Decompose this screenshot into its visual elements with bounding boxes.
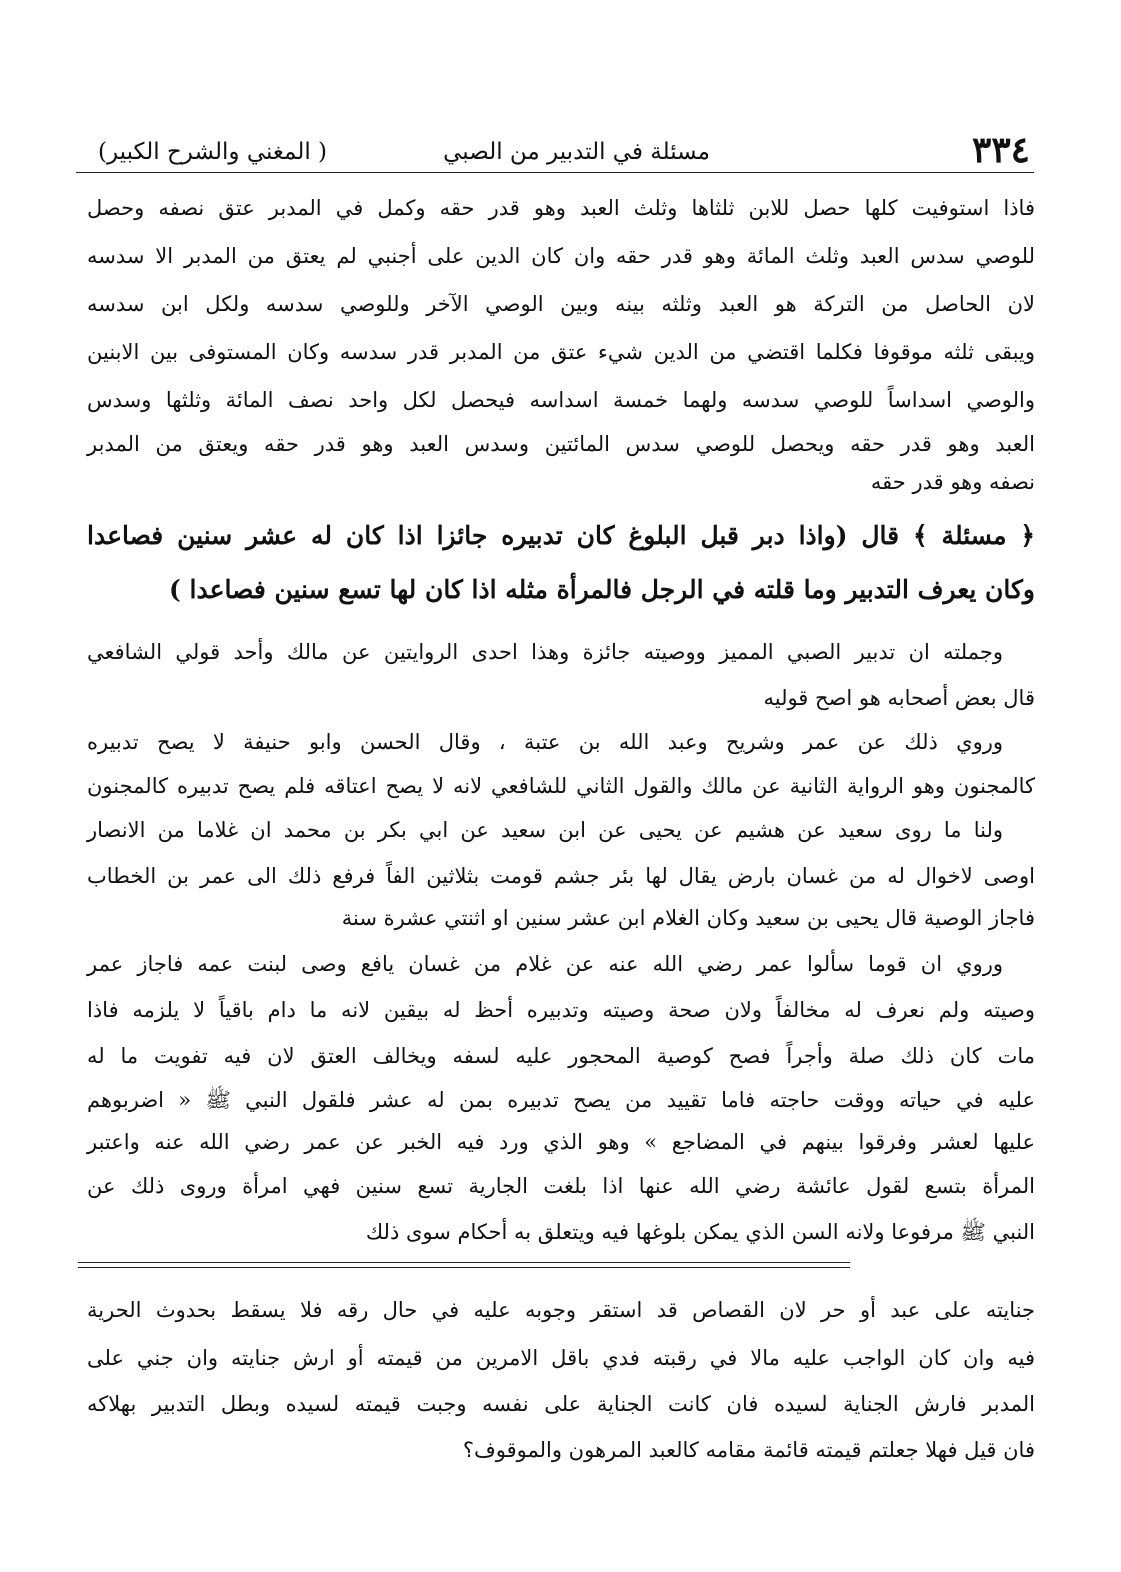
body-line: لان الحاصل من التركة هو العبد وثلثه بينه وبين الوصي الآخر وللوصي سدسه ولكل ابن سدسه (87, 292, 1035, 316)
body-line: عليه في حياته ووقت حاجته فاما تقييد من يصح تدبيره بمن له عشر فلقول النبي ﷺ « اضربوهم (87, 1088, 1035, 1112)
body-line: ويبقى ثلثه موقوفا فكلما اقتضي من الدين شيء عتق من المدبر قدر سدسه وكان المستوفى بين الابنين (87, 340, 1035, 364)
body-line: وروي ان قوما سألوا عمر رضي الله عنه عن غلام من غسان يافع وصى لبنت عمه فاجاز عمر (87, 952, 1003, 976)
body-line: وجملته ان تدبير الصبي المميز ووصيته جائزة وهذا احدى الروايتين عن مالك وأحد قولي الشافعي (87, 640, 1003, 664)
body-line: للوصي سدس العبد وثلث المائة وهو قدر حقه وان كان الدين على أجنبي لم يعتق من المدبر الا سدسه (87, 244, 1035, 268)
footnote-line: المدبر فارش الجناية لسيده فان كانت الجناية على نفسه وجبت قيمته لسيده وبطل التدبير بهلاكه (87, 1392, 1035, 1416)
footnote-line: فيه وان كان الواجب عليه مالا في رقبته فدي باقل الامرين من قيمته أو ارش جنايته وان جني على (87, 1346, 1035, 1370)
header-rule (76, 172, 1034, 173)
body-line: كالمجنون وهو الرواية الثانية عن مالك والقول الثاني للشافعي لانه لا يصح اعتاقه فلم يصح تدبيره كالمجنون (87, 774, 1035, 798)
body-line: عليها لعشر وفرقوا بينهم في المضاجع » وهو الذي ورد فيه الخبر عن عمر رضي الله عنه واعتبر (87, 1130, 1035, 1154)
masala-heading-line: وكان يعرف التدبير وما قلته في الرجل فالمرأة مثله اذا كان لها تسع سنين فصاعدا ) (169, 575, 1035, 604)
body-line: نصفه وهو قدر حقه (870, 470, 1035, 494)
masala-heading-line: ﴿ مسئلة ﴾ قال (واذا دبر قبل البلوغ كان تدبيره جائزا اذا كان له عشر سنين فصاعدا (87, 521, 1035, 550)
body-line: فاجاز الوصية قال يحيى بن سعيد وكان الغلام ابن عشر سنين او اثنتي عشرة سنة (341, 906, 1035, 930)
footnote-line: جنايته على عبد أو حر لان القصاص قد استقر وجوبه عليه في حال رقه فلا يسقط بحدوث الحرية (87, 1298, 1035, 1322)
body-line: قال بعض أصحابه هو اصح قوليه (763, 686, 1035, 710)
footnote-line: فان قيل فهلا جعلتم قيمته قائمة مقامه كالعبد المرهون والموقوف؟ (462, 1438, 1035, 1462)
page-number: ٣٣٤ (971, 129, 1030, 171)
body-line: وروي ذلك عن عمر وشريح وعبد الله بن عتبة ، وقال الحسن وابو حنيفة لا يصح تدبيره (87, 730, 1003, 754)
header-book-title: ( المغني والشرح الكبير) (98, 139, 328, 165)
body-line: المرأة بتسع لقول عائشة رضي الله عنها اذا بلغت الجارية تسع سنين فهي امرأة وروى ذلك عن (87, 1174, 1035, 1198)
body-line: وصيته ولم نعرف له مخالفاً ولان صحة وصيته وتدبيره أحظ له بيقين لانه ما دام باقياً لا يلزمه فاذا (87, 998, 1035, 1022)
body-line: مات كان ذلك صلة وأجراً فصح كوصية المحجور عليه لسفه ويخالف العتق لان فيه تفويت ما له (87, 1044, 1035, 1068)
body-line: النبي ﷺ مرفوعا ولانه السن الذي يمكن بلوغها فيه ويتعلق به أحكام سوى ذلك (365, 1220, 1035, 1244)
footnote-separator (78, 1262, 850, 1263)
body-line: فاذا استوفيت كلها حصل للابن ثلثاها وثلث العبد وهو قدر حقه وكمل في المدبر عتق نصفه وحصل (87, 196, 1035, 220)
header-topic: مسئلة في التدبير من الصبي (443, 139, 710, 165)
body-line: والوصي اسداساً للوصي سدسه ولهما خمسة اسداسه فيحصل لكل واحد نصف المائة وثلثها وسدس (87, 388, 1035, 412)
body-line: العبد وهو قدر حقه ويحصل للوصي سدس المائتين وسدس العبد وهو قدر حقه ويعتق من المدبر (87, 432, 1035, 456)
running-header (92, 128, 1030, 176)
body-line: ولنا ما روى سعيد عن هشيم عن يحيى عن ابن سعيد عن ابي بكر بن محمد ان غلاما من الانصار (87, 818, 1003, 842)
footnote-separator (78, 1267, 850, 1268)
body-line: اوصى لاخوال له من غسان بارض يقال لها بئر جشم قومت بثلاثين الفاً فرفع ذلك الى عمر بن الخطاب (87, 864, 1035, 888)
